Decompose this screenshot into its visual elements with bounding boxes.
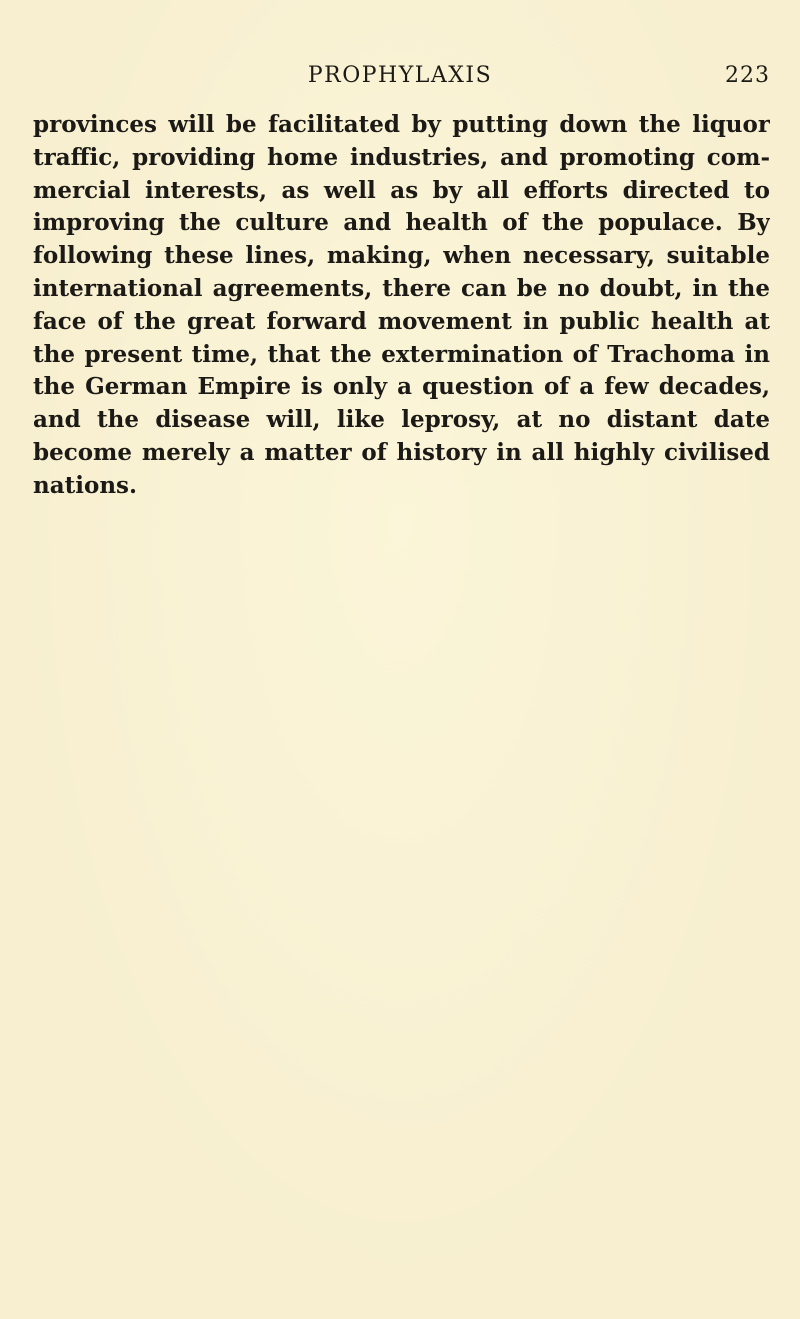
text-line: face of the great forward movement in public health at xyxy=(33,307,770,335)
text-line: following these lines, making, when necessary, suitable xyxy=(33,242,770,270)
page-number: 223 xyxy=(725,63,770,88)
text-line: provinces will be facilitated by putting down the liquor xyxy=(33,111,770,138)
running-head xyxy=(0,63,800,93)
running-head-title: PROPHYLAXIS xyxy=(307,63,493,88)
text-line-last: nations. xyxy=(33,471,138,499)
text-line: international agreements, there can be no doubt, in the xyxy=(33,274,770,302)
text-line: improving the culture and health of the populace. By xyxy=(33,209,770,237)
body-paragraph xyxy=(33,109,770,503)
text-line: traffic, providing home industries, and promoting com- xyxy=(33,143,770,171)
text-line: and the disease will, like leprosy, at no distant date xyxy=(33,406,770,434)
text-line: mercial interests, as well as by all efforts directed to xyxy=(33,176,770,204)
text-line: the present time, that the extermination of Trachoma in xyxy=(33,340,770,368)
text-line: become merely a matter of history in all highly civilised xyxy=(33,438,770,466)
text-line: the German Empire is only a question of a few decades, xyxy=(33,373,770,401)
